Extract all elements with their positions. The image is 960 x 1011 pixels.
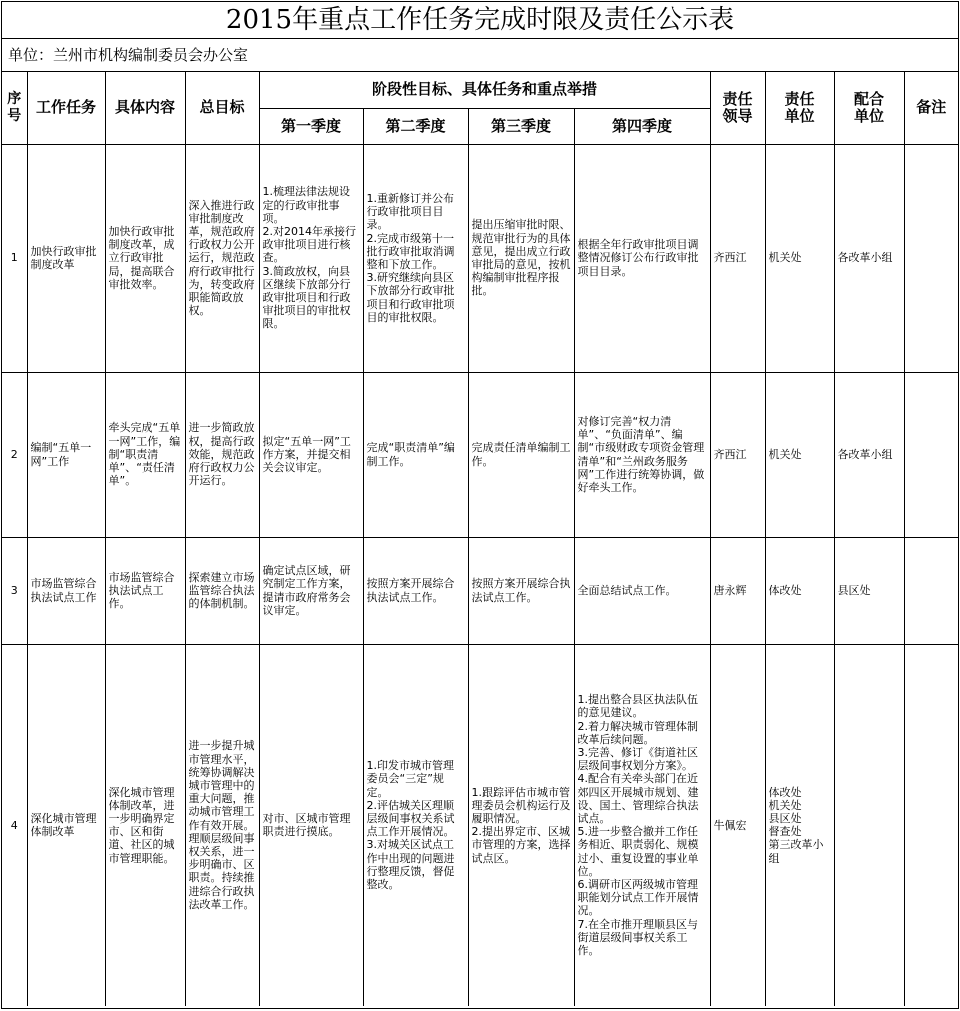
row-q2: 完成“职责清单”编制工作。 (363, 372, 468, 537)
row-goal: 深入推进行政审批制度改革，规范政府行政权力公开运行，规范政府行政审批行为，转变政府职能简政放权。 (185, 144, 259, 372)
row-goal: 进一步简政放权，提高行政效能，规范政府行政权力公开运行。 (185, 372, 259, 537)
row-seq: 1 (2, 144, 27, 372)
row-remark (904, 644, 958, 1006)
row-q2: 1.印发市城市管理委员会“三定”规定。 2.评估城关区理顺层级间事权关系试点工作开展情况。 3.对城关区试点工作中出现的问题进行整理反馈，督促整改。 (363, 644, 468, 1006)
row-coop: 县区处 (834, 537, 904, 644)
row-leader: 齐西江 (710, 372, 765, 537)
row-q4: 对修订完善“权力清单”、“负面清单”、编制“市级财政专项资金管理清单”和“兰州政务服务网”工作进行统筹协调，做好牵头工作。 (574, 372, 710, 537)
row-q1: 1.梳理法律法规设定的行政审批事项。 2.对2014年承接行政审批项目进行核查。 3.简政放权，向县区继续下放部分行政审批项目和行政审批项目的审批权限。 (259, 144, 363, 372)
row-q2: 按照方案开展综合执法试点工作。 (363, 537, 468, 644)
row-seq: 3 (2, 537, 27, 644)
row-q1: 确定试点区域，研究制定工作方案，提请市政府常务会议审定。 (259, 537, 363, 644)
row-coop: 各改革小组 (834, 372, 904, 537)
row-goal: 探索建立市场监管综合执法的体制机制。 (185, 537, 259, 644)
row-goal: 进一步提升城市管理水平，统筹协调解决城市管理中的重大问题，推动城市管理工作有效开展。理顺层级间事权关系，进一步明确市、区职责。持续推进综合行政执法改革工作。 (185, 644, 259, 1006)
row-content: 牵头完成“五单一网”工作，编制“职责清单”、“责任清单”。 (105, 372, 185, 537)
row-q3: 完成责任清单编制工作。 (468, 372, 574, 537)
header-content: 具体内容 (105, 72, 185, 144)
row-leader: 齐西江 (710, 144, 765, 372)
header-q1: 第一季度 (259, 108, 363, 144)
row-remark (904, 537, 958, 644)
row-q4: 1.提出整合县区执法队伍的意见建议。 2.着力解决城市管理体制改革后续问题。 3.完善、修订《街道社区层级间事权划分方案》。 4.配合有关牵头部门在近郊四区开展城市规划、建设、国土、管理综合执法试点。 5.进一步整合撤并工作任务相近、职责弱化、规模过小、重复设置的事业单位。 6.调研市区两级城市管理职能划分试点工作开展情况。 7.在全市推开理顺县区与街道层级间事权关系工作。 (574, 644, 710, 1006)
header-goal: 总目标 (185, 72, 259, 144)
row-q2: 1.重新修订并公布行政审批项目目录。 2.完成市级第十一批行政审批取消调整和下放工作。 3.研究继续向县区下放部分行政审批项目和行政审批项目的审批权限。 (363, 144, 468, 372)
row-dept: 机关处 (765, 144, 834, 372)
row-leader: 唐永辉 (710, 537, 765, 644)
table-row (2, 537, 958, 644)
row-content: 市场监管综合执法试点工作。 (105, 537, 185, 644)
header-coop: 配合单位 (834, 72, 904, 144)
task-table (2, 72, 958, 1006)
row-dept: 体改处 机关处 县区处 督查处 第三改革小组 (765, 644, 834, 1006)
header-q3: 第三季度 (468, 108, 574, 144)
row-content: 深化城市管理体制改革，进一步明确界定市、区和街道、社区的城市管理职能。 (105, 644, 185, 1006)
header-stage: 阶段性目标、具体任务和重点举措 (259, 72, 710, 108)
row-dept: 机关处 (765, 372, 834, 537)
table-row (2, 144, 958, 372)
row-q1: 拟定“五单一网”工作方案，并提交相关会议审定。 (259, 372, 363, 537)
page-title: 2015年重点工作任务完成时限及责任公示表 (2, 2, 958, 39)
row-coop (834, 644, 904, 1006)
header-task: 工作任务 (27, 72, 105, 144)
row-task: 市场监管综合执法试点工作 (27, 537, 105, 644)
table-row (2, 372, 958, 537)
header-q4: 第四季度 (574, 108, 710, 144)
row-q3: 提出压缩审批时限、规范审批行为的具体意见，提出成立行政审批局的意见，按机构编制审批程序报批。 (468, 144, 574, 372)
row-q4: 根据全年行政审批项目调整情况修订公布行政审批项目目录。 (574, 144, 710, 372)
table-row (2, 644, 958, 1006)
row-q3: 按照方案开展综合执法试点工作。 (468, 537, 574, 644)
row-remark (904, 372, 958, 537)
header-leader: 责任领导 (710, 72, 765, 144)
row-content: 加快行政审批制度改革，成立行政审批局，提高联合审批效率。 (105, 144, 185, 372)
row-seq: 4 (2, 644, 27, 1006)
row-task: 编制“五单一网”工作 (27, 372, 105, 537)
header-dept: 责任单位 (765, 72, 834, 144)
spreadsheet (1, 1, 959, 1009)
row-q3: 1.跟踪评估市城市管理委员会机构运行及履职情况。 2.提出界定市、区城市管理的方案，选择试点区。 (468, 644, 574, 1006)
unit-label: 单位：兰州市机构编制委员会办公室 (2, 39, 958, 72)
row-remark (904, 144, 958, 372)
header-seq: 序号 (2, 72, 27, 144)
row-q4: 全面总结试点工作。 (574, 537, 710, 644)
row-task: 加快行政审批制度改革 (27, 144, 105, 372)
header-q2: 第二季度 (363, 108, 468, 144)
row-dept: 体改处 (765, 537, 834, 644)
row-leader: 牛佩宏 (710, 644, 765, 1006)
header-remark: 备注 (904, 72, 958, 144)
row-coop: 各改革小组 (834, 144, 904, 372)
row-task: 深化城市管理体制改革 (27, 644, 105, 1006)
row-q1: 对市、区城市管理职责进行摸底。 (259, 644, 363, 1006)
row-seq: 2 (2, 372, 27, 537)
